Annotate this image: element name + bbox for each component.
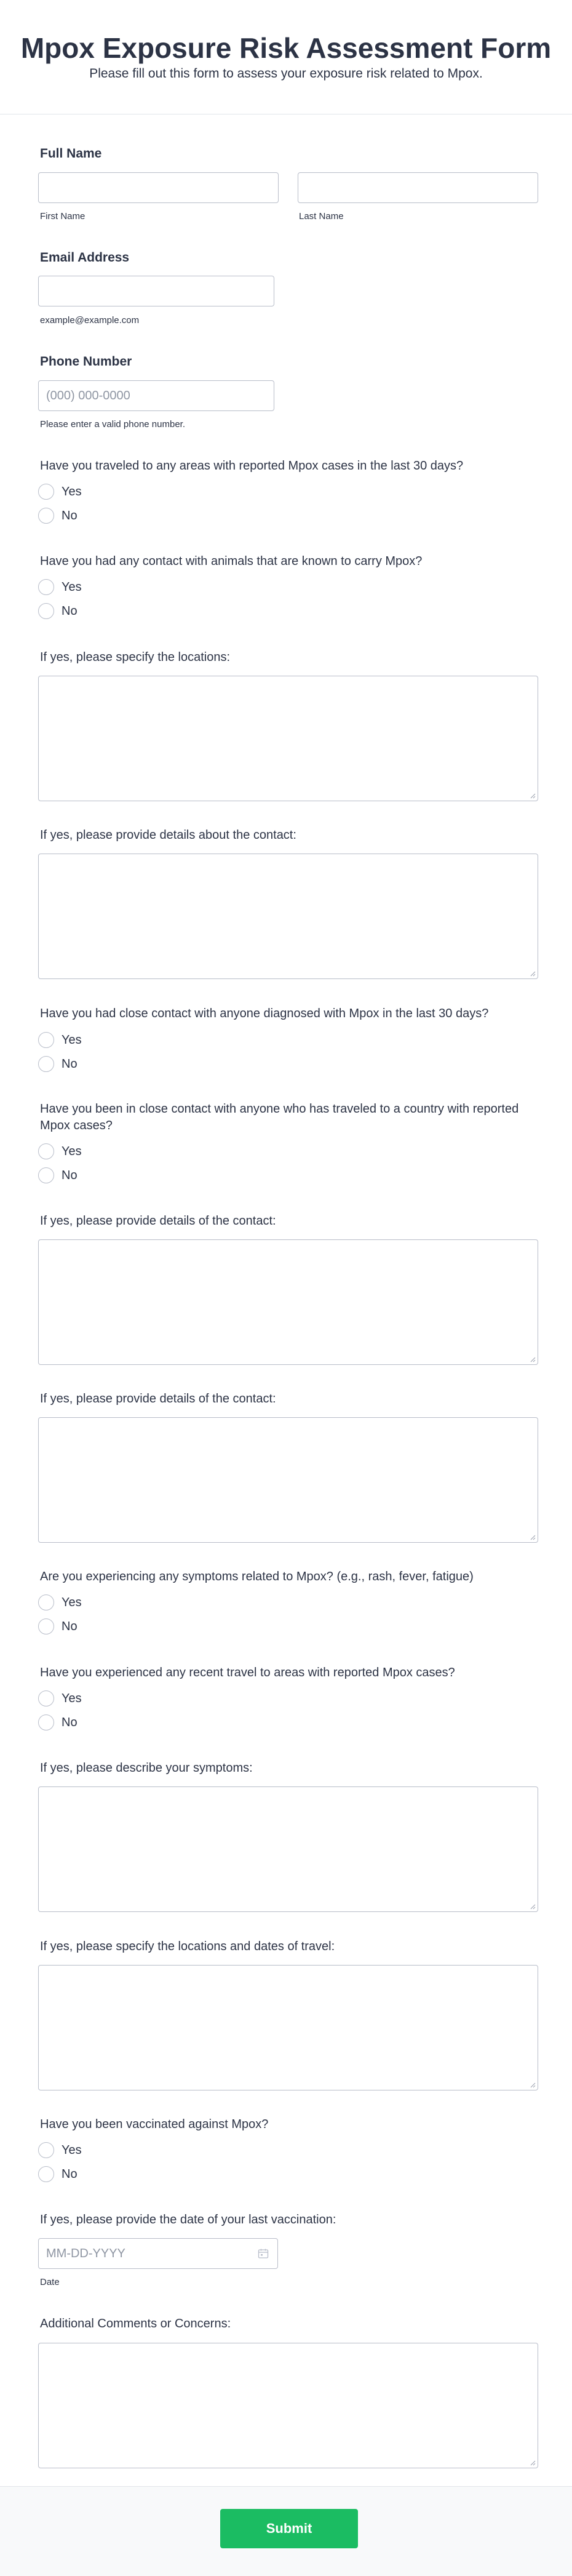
radio-circle[interactable]	[38, 1143, 54, 1159]
symptoms-no-option[interactable]	[38, 1618, 77, 1635]
email-input[interactable]	[38, 276, 274, 306]
resize-grip-icon[interactable]	[530, 793, 536, 799]
radio-circle[interactable]	[38, 1690, 54, 1706]
comments-textarea[interactable]	[38, 2343, 538, 2468]
full-name-label: Full Name	[40, 146, 102, 161]
resize-grip-icon[interactable]	[530, 2460, 536, 2466]
locations-textarea[interactable]	[38, 676, 538, 801]
radio-circle[interactable]	[38, 1594, 54, 1610]
calendar-icon[interactable]	[258, 2248, 269, 2259]
email-label: Email Address	[40, 250, 130, 265]
radio-label: No	[62, 1715, 77, 1729]
contact-traveled-question: Have you been in close contact with anyone who has traveled to a country with reported Mpox cases?	[40, 1102, 519, 1132]
radio-circle[interactable]	[38, 2166, 54, 2182]
radio-circle[interactable]	[38, 1167, 54, 1183]
form-subtitle: Please fill out this form to assess your exposure risk related to Mpox.	[89, 66, 483, 81]
radio-circle[interactable]	[38, 1618, 54, 1634]
recent-travel-yes-option[interactable]	[38, 1690, 82, 1707]
contact-traveled-no-option[interactable]	[38, 1167, 77, 1184]
contact-details-1-textarea[interactable]	[38, 1239, 538, 1365]
animal-contact-question: Have you had any contact with animals that are known to carry Mpox?	[40, 554, 423, 568]
comments-label: Additional Comments or Concerns:	[40, 2317, 231, 2330]
contact-traveled-yes-option[interactable]	[38, 1143, 82, 1160]
resize-grip-icon[interactable]	[530, 1356, 536, 1362]
last-name-sublabel: Last Name	[299, 211, 344, 222]
radio-circle[interactable]	[38, 2142, 54, 2158]
animal-contact-yes-option[interactable]	[38, 578, 82, 596]
animal-contact-no-option[interactable]	[38, 602, 77, 620]
radio-label: Yes	[62, 1595, 82, 1609]
radio-label: No	[62, 508, 77, 522]
phone-sublabel: Please enter a valid phone number.	[40, 419, 185, 430]
radio-label: No	[62, 2167, 77, 2181]
phone-input[interactable]: (000) 000-0000	[38, 380, 274, 411]
radio-circle[interactable]	[38, 1714, 54, 1730]
radio-label: No	[62, 1057, 77, 1071]
travel-dates-label: If yes, please specify the locations and dates of travel:	[40, 1940, 335, 1953]
radio-circle[interactable]	[38, 484, 54, 500]
close-contact-no-option[interactable]	[38, 1055, 77, 1073]
radio-label: Yes	[62, 1691, 82, 1705]
resize-grip-icon[interactable]	[530, 1903, 536, 1910]
contact-details-1-label: If yes, please provide details of the contact:	[40, 1214, 276, 1228]
close-contact-question: Have you had close contact with anyone diagnosed with Mpox in the last 30 days?	[40, 1007, 489, 1020]
symptoms-yes-option[interactable]	[38, 1594, 82, 1611]
travel-30-days-question: Have you traveled to any areas with reported Mpox cases in the last 30 days?	[40, 459, 464, 473]
travel-dates-textarea[interactable]	[38, 1965, 538, 2090]
last-name-input[interactable]	[298, 172, 538, 203]
contact-details-label: If yes, please provide details about the contact:	[40, 828, 296, 842]
symptoms-question: Are you experiencing any symptoms related to Mpox? (e.g., rash, fever, fatigue)	[40, 1570, 474, 1583]
recent-travel-question: Have you experienced any recent travel to areas with reported Mpox cases?	[40, 1666, 455, 1679]
radio-label: No	[62, 604, 77, 618]
describe-symptoms-textarea[interactable]	[38, 1786, 538, 1912]
radio-label: No	[62, 1619, 77, 1633]
radio-circle[interactable]	[38, 508, 54, 524]
form-footer	[0, 2486, 572, 2576]
close-contact-yes-option[interactable]	[38, 1031, 82, 1049]
radio-label: Yes	[62, 1033, 82, 1047]
vaccinated-yes-option[interactable]	[38, 2142, 82, 2159]
email-sublabel: example@example.com	[40, 315, 140, 326]
radio-label: Yes	[62, 2143, 82, 2157]
describe-symptoms-label: If yes, please describe your symptoms:	[40, 1761, 253, 1775]
form-title: Mpox Exposure Risk Assessment Form	[20, 32, 552, 64]
recent-travel-no-option[interactable]	[38, 1714, 77, 1731]
radio-label: Yes	[62, 1144, 82, 1158]
first-name-sublabel: First Name	[40, 211, 85, 222]
contact-details-textarea[interactable]	[38, 854, 538, 979]
contact-details-2-textarea[interactable]	[38, 1417, 538, 1543]
phone-label: Phone Number	[40, 354, 132, 369]
radio-label: Yes	[62, 580, 82, 594]
radio-label: Yes	[62, 484, 82, 498]
vaccinated-question: Have you been vaccinated against Mpox?	[40, 2118, 269, 2131]
date-sublabel: Date	[40, 2277, 60, 2287]
contact-details-2-label: If yes, please provide details of the contact:	[40, 1392, 276, 1406]
submit-button[interactable]: Submit	[220, 2509, 358, 2548]
vaccinated-no-option[interactable]	[38, 2166, 77, 2183]
resize-grip-icon[interactable]	[530, 2082, 536, 2088]
radio-circle[interactable]	[38, 579, 54, 595]
radio-circle[interactable]	[38, 1032, 54, 1048]
last-vaccination-label: If yes, please provide the date of your last vaccination:	[40, 2213, 336, 2226]
first-name-input[interactable]	[38, 172, 279, 203]
locations-label: If yes, please specify the locations:	[40, 650, 231, 664]
radio-circle[interactable]	[38, 1056, 54, 1072]
resize-grip-icon[interactable]	[530, 970, 536, 977]
radio-label: No	[62, 1168, 77, 1182]
form-header	[0, 0, 572, 114]
travel-30-yes-option[interactable]	[38, 483, 82, 500]
vaccination-date-input[interactable]	[38, 2238, 278, 2269]
resize-grip-icon[interactable]	[530, 1534, 536, 1540]
date-placeholder: MM-DD-YYYY	[46, 2246, 125, 2260]
travel-30-no-option[interactable]	[38, 507, 77, 524]
radio-circle[interactable]	[38, 603, 54, 619]
